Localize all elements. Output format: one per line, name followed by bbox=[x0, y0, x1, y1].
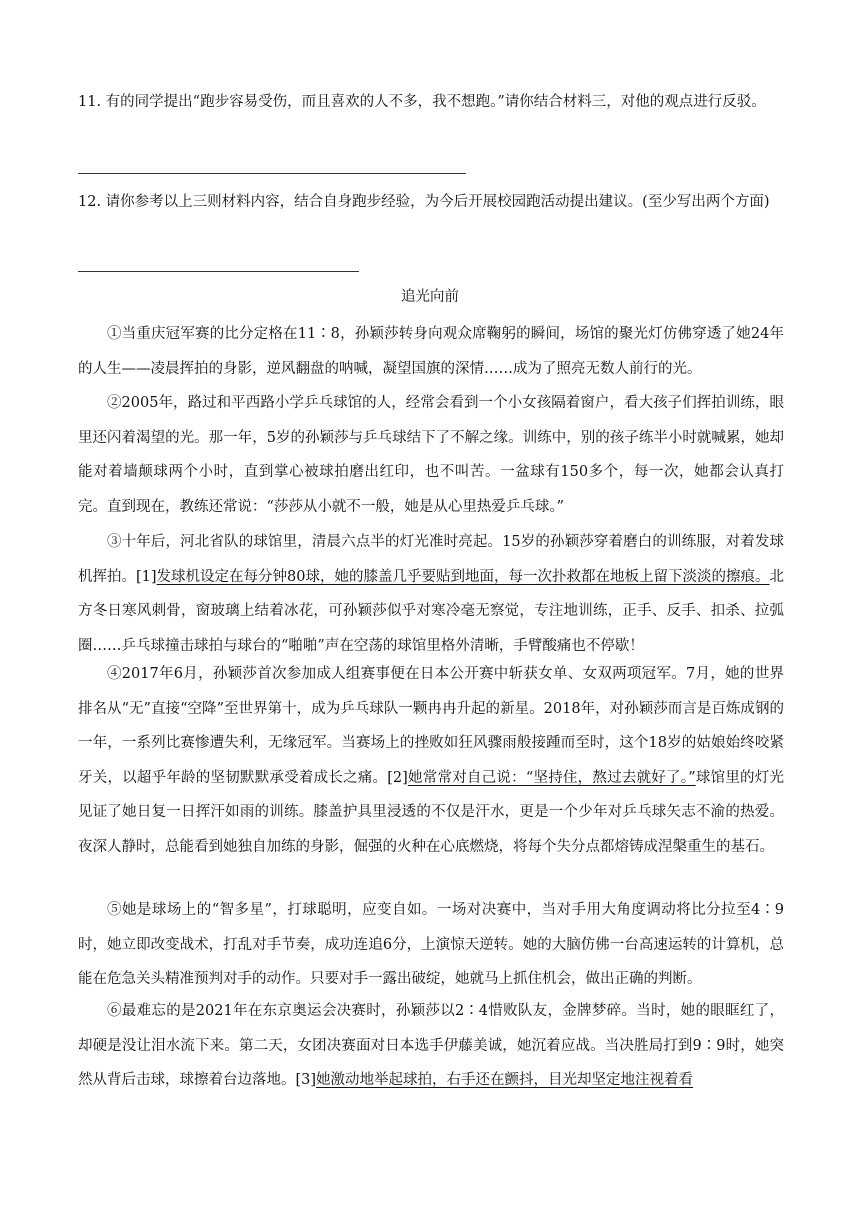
underlined-sentence-1: 发球机设定在每分钟80球，她的膝盖几乎要贴到地面，每一次扑救都在地板上留下淡淡的擦痕。 bbox=[156, 568, 770, 585]
paragraph-5: ⑤她是球场上的“智多星”，打球聪明，应变自如。一场对决赛中，当对手用大角度调动将比分拉至4∶9时，她立即改变战术，打乱对手节奏，成功连追6分，上演惊天逆转。她的大脑仿佛一台高速运转的计算机，总能在危急关头精准预判对手的动作。只要对手一露出破绽，她就马上抓住机会，做出正确的判断。 bbox=[78, 902, 784, 988]
paragraph-6-text-a: ⑥最难忘的是2021年在东京奥运会决赛时，孙颖莎以2∶4惜败队友，金牌梦碎。当时，她的眼眶红了，却硬是没让泪水流下来。第二天，女团决赛面对日本选手伊藤美诚，她沉着应战。当决胜局打到9∶9时，她突然从背后击球，球擦着台边落地。[3] bbox=[78, 1003, 784, 1089]
article-title: 追光向前 bbox=[401, 289, 459, 305]
paragraph-4 bbox=[78, 657, 784, 865]
underlined-sentence-3: 她激动地举起球拍，右手还在颤抖，目光却坚定地注视着看 bbox=[316, 1072, 694, 1089]
paragraph-3-text-b: 北方冬日寒风刺骨，窗玻璃上结着冰花，可孙颖莎似乎对寒冷毫无察觉，专注地训练，正手、反手、扣杀、拉弧圈……乒乓球撞击球拍与球台的“啪啪”声在空荡的球馆里格外清晰，手臂酸痛也不停歇！ bbox=[78, 568, 784, 654]
paragraph-4-text-b: 球馆里的灯光见证了她日复一日挥汗如雨的训练。膝盖护具里浸透的不仅是汗水，更是一个少年对乒乓球矢志不渝的热爱。夜深人静时，总能看到她独自加练的身影，倔强的火种在心底燃烧，将每个失分点都熔铸成涅槃重生的基石。 bbox=[78, 769, 784, 855]
question-12: 12. 请你参考以上三则材料内容，结合自身跑步经验，为今后开展校园跑活动提出建议。(至少写出两个方面) bbox=[78, 194, 770, 210]
paragraph-4-text-a: ④2017年6月，孙颖莎首次参加成人组赛事便在日本公开赛中斩获女单、女双两项冠军。7月，她的世界排名从“无”直接“空降”至世界第十，成为乒乓球队一颗冉冉升起的新星。2018年，对孙颖莎而言是百炼成钢的一年，一系列比赛惨遭失利，无缘冠军。当赛场上的挫败如狂风骤雨般接踵而至时，这个18岁的姑娘始终咬紧牙关，以超乎年龄的坚韧默默承受着成长之痛。[2] bbox=[78, 666, 784, 786]
paragraph-1: ①当重庆冠军赛的比分定格在11∶8，孙颖莎转身向观众席鞠躬的瞬间，场馆的聚光灯仿佛穿透了她24年的人生——凌晨挥拍的身影，逆风翻盘的呐喊，凝望国旗的深情……成为了照亮无数人前行的光。 bbox=[78, 326, 784, 377]
paragraph-2: ②2005年，路过和平西路小学乒乓球馆的人，经常会看到一个小女孩隔着窗户，看大孩子们挥拍训练，眼里还闪着渴望的光。那一年，5岁的孙颖莎与乒乓球结下了不解之缘。训练中，别的孩子练半小时就喊累，她却能对着墙颠球两个小时，直到掌心被球拍磨出红印，也不叫苦。一盆球有150多个，每一次，她都会认真打完。直到现在，教练还常说：“莎莎从小就不一般，她是从心里热爱乒乓球。” bbox=[78, 395, 784, 515]
answer-line-12 bbox=[78, 271, 359, 272]
paragraph-3 bbox=[78, 525, 784, 663]
question-11: 11. 有的同学提出“跑步容易受伤，而且喜欢的人不多，我不想跑。”请你结合材料三，对他的观点进行反驳。 bbox=[78, 94, 766, 110]
underlined-sentence-2: 她常常对自己说：“坚持住，熬过去就好了。” bbox=[407, 769, 696, 786]
paragraph-6 bbox=[78, 994, 784, 1098]
answer-line-11 bbox=[78, 173, 466, 174]
paragraph-3-text-a: ③十年后，河北省队的球馆里，清晨六点半的灯光准时亮起。15岁的孙颖莎穿着磨白的训练服，对着发球机挥拍。[1] bbox=[78, 534, 784, 585]
